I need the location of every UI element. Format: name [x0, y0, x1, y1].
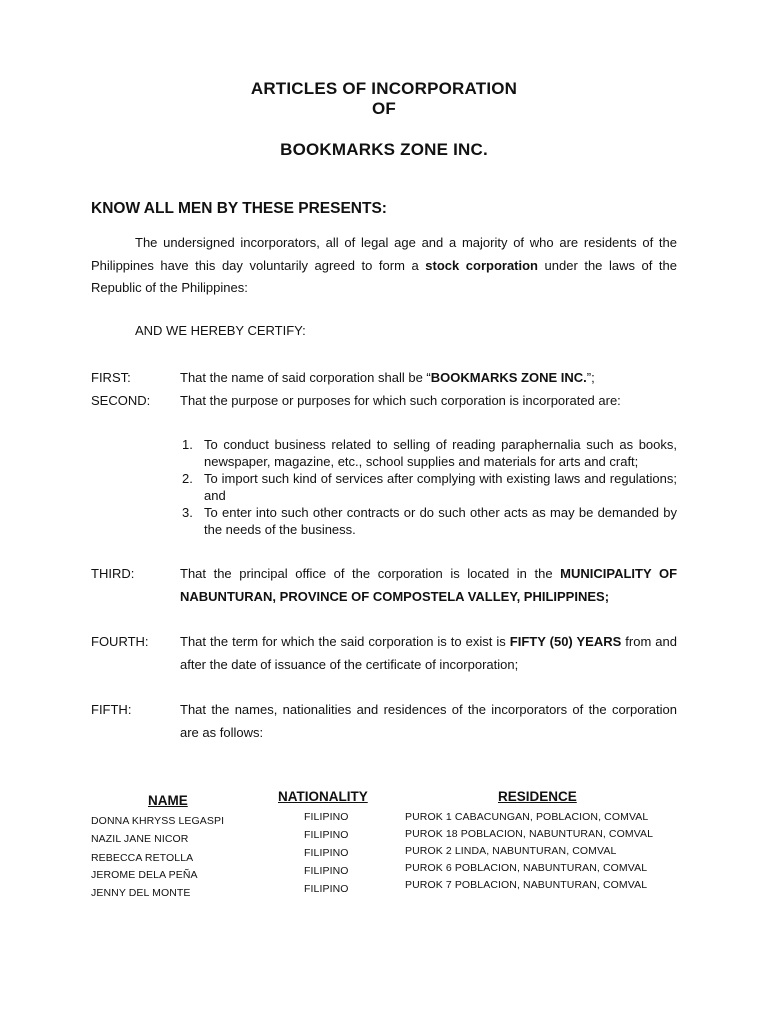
know-all-heading: KNOW ALL MEN BY THESE PRESENTS:	[91, 200, 387, 217]
list-item-number: 1.	[182, 437, 193, 452]
list-item	[180, 505, 677, 538]
first-text-end: ”;	[586, 370, 595, 385]
first-bold: BOOKMARKS ZONE INC.	[430, 370, 587, 385]
table-cell-name: DONNA KHRYSS LEGASPI	[91, 815, 225, 827]
doc-title-line2: OF	[371, 99, 396, 118]
column-header-residence: RESIDENCE	[498, 789, 577, 804]
table-cell-nationality: FILIPINO	[304, 811, 349, 823]
first-body	[180, 367, 677, 390]
table-cell-nationality: FILIPINO	[304, 865, 349, 877]
fourth-bold: FIFTY (50) YEARS	[509, 634, 622, 649]
table-cell-name: JENNY DEL MONTE	[91, 887, 191, 899]
third-bold: MUNICIPALITY OF NABUNTURAN, PROVINCE OF COMPOSTELA VALLEY, PHILIPPINES;	[180, 566, 678, 604]
list-item-text: To import such kind of services after complying with existing laws and regulations; and	[204, 471, 677, 503]
list-item-number: 2.	[182, 471, 193, 486]
table-cell-residence: PUROK 6 POBLACION, NABUNTURAN, COMVAL	[405, 862, 648, 874]
intro-paragraph	[91, 232, 677, 300]
purpose-list	[180, 437, 677, 539]
fourth-label: FOURTH:	[91, 634, 149, 649]
fifth-body: That the names, nationalities and residences of the incorporators of the corporation are as follows:	[180, 702, 677, 740]
table-cell-nationality: FILIPINO	[304, 847, 349, 859]
fourth-body	[180, 631, 677, 676]
list-item-text: To conduct business related to selling of reading paraphernalia such as books, newspaper, magazine, etc., school supplies and materials for arts and craft;	[204, 437, 677, 469]
first-text: That the name of said corporation shall be “	[180, 370, 431, 385]
doc-title-line1: ARTICLES OF INCORPORATION	[250, 79, 518, 98]
certify-line: AND WE HEREBY CERTIFY:	[135, 323, 306, 338]
list-item-text: To enter into such other contracts or do such other acts as may be demanded by the needs of the business.	[204, 505, 677, 537]
table-cell-name: JEROME DELA PEÑA	[91, 869, 198, 881]
third-label: THIRD:	[91, 566, 135, 581]
list-item	[180, 471, 677, 504]
table-cell-residence: PUROK 18 POBLACION, NABUNTURAN, COMVAL	[405, 828, 654, 840]
fourth-text: That the term for which the said corporation is to exist is	[180, 634, 510, 649]
fifth-label: FIFTH:	[91, 702, 132, 717]
third-text: That the principal office of the corporation is located in the	[180, 566, 561, 581]
second-body: That the purpose or purposes for which such corporation is incorporated are:	[180, 393, 621, 408]
table-cell-residence: PUROK 7 POBLACION, NABUNTURAN, COMVAL	[405, 879, 648, 891]
third-body	[180, 563, 677, 608]
intro-text-end: under the laws of the Republic of the Philippines:	[91, 257, 677, 295]
table-cell-name: REBECCA RETOLLA	[91, 852, 194, 864]
table-cell-residence: PUROK 2 LINDA, NABUNTURAN, COMVAL	[405, 845, 617, 857]
list-item	[180, 437, 677, 470]
list-item-number: 3.	[182, 505, 193, 520]
table-cell-residence: PUROK 1 CABACUNGAN, POBLACION, COMVAL	[405, 811, 649, 823]
first-label: FIRST:	[91, 370, 131, 385]
intro-bold: stock corporation	[425, 257, 538, 273]
second-label: SECOND:	[91, 393, 151, 408]
column-header-nationality: NATIONALITY	[278, 789, 368, 804]
fourth-text-end: from and after the date of issuance of the certificate of incorporation;	[180, 634, 677, 672]
table-cell-name: NAZIL JANE NICOR	[91, 833, 189, 845]
company-name-title: BOOKMARKS ZONE INC.	[280, 140, 488, 159]
table-cell-nationality: FILIPINO	[304, 883, 349, 895]
column-header-name: NAME	[148, 793, 188, 808]
intro-text: The undersigned incorporators, all of legal age and a majority of who are residents of the Philippines have this day voluntarily agreed to form a	[91, 235, 677, 273]
table-cell-nationality: FILIPINO	[304, 829, 349, 841]
